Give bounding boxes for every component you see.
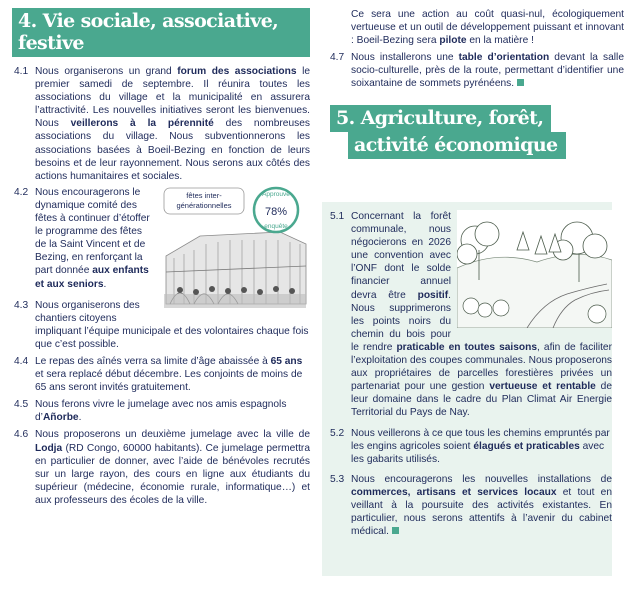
item-text: Nous ferons vivre le jumelage avec nos amis espagnols d’Añorbe. [35, 399, 287, 424]
festival-photo-image [160, 186, 310, 314]
section-4-heading: 4. Vie sociale, associative, festive [12, 8, 310, 57]
item-number: 5.1 [330, 211, 345, 222]
forest-illustration-image [457, 210, 612, 328]
item-5-3 [330, 473, 612, 538]
item-number: 4.3 [14, 299, 29, 311]
item-4-3 [14, 299, 310, 351]
item-number: 4.6 [14, 429, 29, 441]
badge-percent: 78% [264, 205, 288, 218]
item-text: Nous encouragerons les nouvelles installations de commerces, artisans et services locaux et tout en veillant à la poursuite des activités existantes. En particulier, nous serons attentifs à l’avenir du cabinet médical. [351, 473, 613, 538]
badge-label-2: générationnelles [176, 200, 232, 210]
item-number: 4.7 [330, 52, 345, 64]
end-square-icon [517, 79, 524, 86]
item-4-5 [14, 398, 310, 424]
item-text: Nous organiserons des chantiers citoyens impliquant l’équipe municipale et des volontaires chaque fois que c’est possible. [35, 299, 309, 350]
item-5-2 [330, 427, 612, 466]
item-number: 4.4 [14, 355, 29, 367]
section-5-heading-line-1: 5. Agriculture, forêt, [330, 105, 551, 132]
badge-bottom-text: enquête [264, 222, 288, 230]
item-4-2 [14, 186, 310, 291]
item-number: 4.2 [14, 186, 29, 198]
item-4-7 [330, 51, 624, 90]
item-5-1 [330, 210, 612, 420]
item-text: Nous installerons une table d’orientation devant la salle socio-culturelle, près de la route, permettant d’identifier une soixantaine de sommets pyrénéens. [351, 52, 624, 90]
section-5-heading [330, 105, 624, 159]
badge-top-text: Approuvé [262, 190, 290, 198]
item-4-4 [14, 355, 310, 394]
item-number: 4.1 [14, 66, 29, 77]
left-column [14, 8, 310, 507]
item-text: Le repas des aînés verra sa limite d’âge abaissée à 65 ans et sera replacé début décembre. Les conjoints de moins de 65 ans seront invités gratuitement. [35, 355, 303, 394]
item-4-1 [14, 65, 310, 183]
festival-photo [160, 186, 310, 314]
item-text: Nous organiserons un grand forum des associations le premier samedi de septembre. Il réunira toutes les associations du village et la municipalité en assurera l’attractivité. Les nouvelles initiatives seront les bienvenues. Nous veillerons à la pérennité des nombreuses associations du village. Nous subventionnerons les associations basées à Boeil-Bezing en fonction de leurs besoins et de leur rayonnement. Nous serons aux côtés des actions humanitaires et sociales. [35, 66, 311, 182]
forest-illustration [457, 210, 612, 328]
right-column [330, 8, 624, 159]
item-number: 5.3 [330, 473, 345, 485]
item-number: 5.2 [330, 427, 345, 439]
pilot-paragraph [330, 8, 624, 47]
item-text: Nous veillerons à ce que tous les chemins empruntés par les engins agricoles soient élagués et praticables avec les gabarits utilisés. [351, 427, 610, 465]
intro-text: Ce sera une action au coût quasi-nul, écologiquement vertueuse et un outil de développement puissant et innovant : Boeil-Bezing sera pilote en la matière ! [351, 9, 624, 47]
section-5-content [330, 210, 612, 538]
section-5-heading-line-2: activité économique [348, 132, 566, 159]
badge-label-1: fêtes inter- [186, 190, 222, 200]
item-text: Concernant la forêt communale, nous négocierons en 2026 une convention avec l’ONF dont le solde financier annuel devra être positif. Nous supprimerons les points noirs du chemin du bois pour le rendre praticable en toutes saisons, afin de faciliter l’exploitation des coupes communales. Nous proposerons aux propriétaires de parcelles forestières privées un partenariat pour une gestion vertueuse et rentable de leur domaine dans le cadre du Plan Climat Air Energie Territorial du Pays de Nay. [351, 211, 613, 419]
item-text: Nous proposerons un deuxième jumelage avec la ville de Lodja (RD Congo, 60000 habitants). Ce jumelage permettra en particulier de donner, avec l’aide de bénévoles recrutés sur un large rayon, des cours en ligne aux étudiants du supérieur (médecine, économie rurale, informatique…) et aux professeurs des écoles de la ville. [35, 429, 310, 506]
item-4-6 [14, 428, 310, 507]
end-square-icon [392, 527, 399, 534]
item-text: Nous encouragerons le dynamique comité des fêtes à continuer d’étoffer le programme des fêtes de la Saint Vincent et de Bezing, en renforçant la part donnée aux enfants et aux seniors. [35, 186, 150, 290]
item-number: 4.5 [14, 399, 29, 411]
